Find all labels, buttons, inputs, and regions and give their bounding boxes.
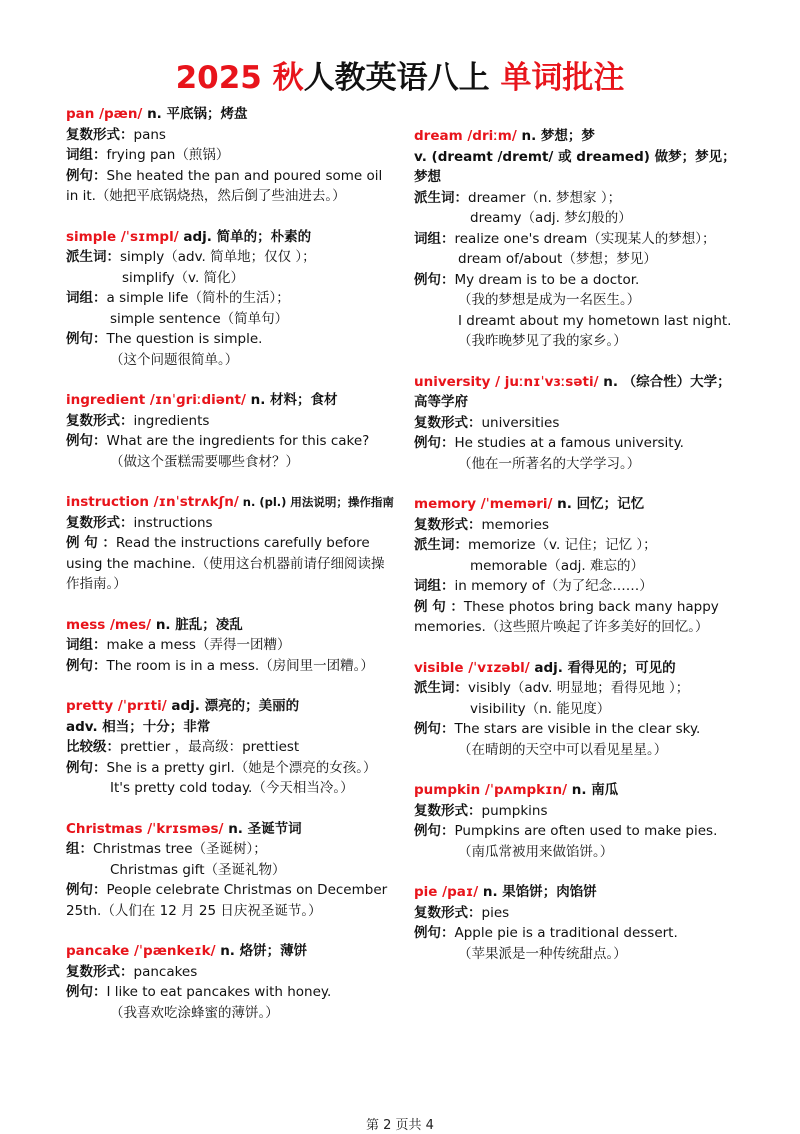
entry-university (414, 372, 744, 475)
part-of-speech: n. 圣诞节词 (223, 820, 302, 837)
entry-headline (66, 492, 396, 513)
entry-pumpkin (414, 780, 744, 862)
example-line (66, 533, 396, 595)
line-text: ingredients (133, 412, 210, 429)
line-label: 复数形式： (66, 514, 134, 531)
left-column (66, 104, 396, 1043)
line-text: Christmas gift（圣诞礼物） (110, 861, 286, 878)
line-label: 例句： (66, 657, 107, 674)
line-text: pumpkins (481, 802, 548, 819)
line-label: 例 句 ： (414, 598, 464, 615)
translation-line (414, 331, 744, 352)
line-label: 比较级： (66, 739, 120, 755)
line-label: 复数形式： (66, 412, 134, 429)
headword: memory /ˈmeməri/ (414, 496, 553, 512)
right-column (414, 126, 744, 984)
entry-christmas (66, 819, 396, 922)
entry-pie (414, 882, 744, 964)
line-label: 词组： (414, 230, 455, 247)
line-label: 例句： (414, 435, 455, 451)
phrase-line (66, 309, 396, 330)
line-text: memorize（v. 记住；记忆 ）； (468, 537, 657, 553)
entry-dream (414, 126, 744, 352)
plural-line (414, 903, 744, 924)
line-text: （他在一所著名的大学学习。） (458, 455, 641, 472)
line-text: simplify（v. 简化） (122, 269, 245, 286)
phrase-line (66, 839, 396, 860)
title-year: 2025 秋 (175, 60, 304, 96)
example-line (66, 431, 396, 452)
derivative-line (414, 188, 744, 209)
phrase-line (414, 576, 744, 597)
adverb-sense-line (66, 717, 396, 738)
entry-visible (414, 658, 744, 761)
line-text: （我的梦想是成为一名医生。） (458, 292, 641, 308)
example-line (414, 433, 744, 454)
line-text: My dream is to be a doctor. (454, 271, 640, 288)
entry-instruction (66, 492, 396, 595)
part-of-speech: adj. 漂亮的；美丽的 (166, 698, 300, 714)
comparison-line (66, 737, 396, 758)
derivative-line (414, 678, 744, 699)
line-text: These photos bring back many happy memories.（这些照片唤起了许多美好的回忆。） (414, 598, 719, 635)
headword: pancake /ˈpænkeɪk/ (66, 943, 216, 959)
line-label: 词组： (414, 578, 455, 594)
line-label: 例句： (414, 271, 455, 288)
line-label: 派生词： (414, 537, 468, 553)
line-label: 组： (66, 841, 93, 857)
entry-mess (66, 615, 396, 677)
line-label: 例句： (66, 759, 107, 776)
part-of-speech: n. 果馅饼；肉馅饼 (478, 884, 597, 900)
example-line (66, 329, 396, 350)
headword: pumpkin /ˈpʌmpkɪn/ (414, 782, 568, 798)
line-text: in memory of（为了纪念……） (454, 578, 653, 594)
example-line (66, 758, 396, 779)
example-line (414, 821, 744, 842)
plural-line (414, 515, 744, 536)
line-text: People celebrate Christmas on December 25th.（人们在 12 月 25 日庆祝圣诞节。） (66, 882, 388, 919)
line-label: 复数形式： (414, 516, 482, 533)
line-text: What are the ingredients for this cake? (106, 433, 370, 449)
phrase-line (414, 229, 744, 250)
line-text: （做这个蛋糕需要哪些食材？） (110, 453, 299, 470)
line-text: v. (dreamt /dremt/ 或 dreamed) 做梦；梦见；梦想 (414, 148, 736, 185)
line-text: pancakes (133, 963, 198, 980)
phrase-line (66, 635, 396, 656)
derivative-line (66, 268, 396, 289)
entry-pretty (66, 696, 396, 799)
translation-line (66, 452, 396, 473)
derivative-line (66, 247, 396, 268)
plural-line (414, 413, 744, 434)
derivative-line (414, 699, 744, 720)
entry-headline (414, 372, 744, 413)
line-label: 例句： (66, 331, 107, 347)
line-text: Christmas tree（圣诞树）； (93, 841, 267, 857)
phrase-line (66, 145, 396, 166)
entry-headline (66, 696, 396, 717)
entry-headline (66, 390, 396, 411)
line-text: simply（adv. 简单地；仅仅 ）； (120, 249, 316, 265)
line-label: 复数形式： (414, 904, 482, 921)
headword: dream /driːm/ (414, 128, 517, 144)
line-text: （在晴朗的天空中可以看见星星。） (458, 741, 668, 758)
example-line (414, 270, 744, 291)
line-text: Pumpkins are often used to make pies. (454, 823, 718, 839)
line-text: Apple pie is a traditional dessert. (454, 925, 678, 941)
line-label: 派生词： (414, 189, 468, 206)
headword: ingredient /ɪnˈɡriːdiənt/ (66, 392, 246, 408)
entry-headline (66, 819, 396, 840)
headword: pretty /ˈprɪti/ (66, 698, 167, 714)
part-of-speech: n. 烙饼；薄饼 (215, 943, 308, 959)
derivative-line (414, 208, 744, 229)
part-of-speech: adj. 看得见的；可见的 (529, 659, 676, 676)
translation-line (414, 454, 744, 475)
line-text: realize one's dream（实现某人的梦想）； (454, 230, 716, 247)
line-text: The stars are visible in the clear sky. (454, 721, 701, 737)
line-text: dream of/about（梦想；梦见） (458, 251, 657, 267)
example-line (66, 880, 396, 921)
line-text: It's pretty cold today.（今天相当冷。） (110, 780, 354, 796)
translation-line (414, 944, 744, 965)
entry-headline (414, 882, 744, 903)
line-text: （苹果派是一种传统甜点。） (458, 945, 627, 962)
phrase-line (414, 249, 744, 270)
line-text: universities (481, 414, 560, 431)
line-label: 词组： (66, 147, 107, 163)
example-line (414, 597, 744, 638)
plural-line (66, 125, 396, 146)
line-text: She is a pretty girl.（她是个漂亮的女孩。） (106, 759, 377, 776)
part-of-speech: n. 回忆；记忆 (552, 496, 645, 512)
headword: Christmas /ˈkrɪsməs/ (66, 820, 224, 837)
line-text: instructions (133, 514, 213, 531)
line-label: 例句： (66, 984, 107, 1000)
line-text: make a mess（弄得一团糟） (106, 637, 291, 653)
translation-line (414, 290, 744, 311)
line-text: The question is simple. (106, 331, 263, 347)
headword: pan /pæn/ (66, 106, 143, 122)
line-label: 词组： (66, 290, 107, 306)
example-line (66, 778, 396, 799)
line-text: visibly（adv. 明显地；看得见地 ）； (468, 680, 690, 696)
derivative-line (414, 535, 744, 556)
page-footer: 第 2 页共 4 (366, 1118, 434, 1133)
line-label: 例 句 ： (66, 535, 116, 551)
line-text: simple sentence（简单句） (110, 310, 289, 327)
entry-pancake (66, 941, 396, 1023)
part-of-speech: n. (pl.) 用法说明；操作指南 (238, 495, 394, 509)
plural-line (414, 801, 744, 822)
entry-pan (66, 104, 396, 207)
title-main: 人教英语八上 (303, 60, 501, 96)
example-line (66, 166, 396, 207)
verb-sense-line (414, 147, 744, 188)
headword: university / juːnɪˈvɜːsəti/ (414, 373, 599, 390)
part-of-speech: n. 梦想；梦 (516, 128, 595, 144)
line-text: （我昨晚梦见了我的家乡。） (458, 333, 627, 349)
line-text: dreamy（adj. 梦幻般的） (470, 210, 632, 226)
translation-line (66, 1003, 396, 1024)
line-text: Read the instructions carefully before using the machine.（使用这台机器前请仔细阅读操作指南。） (66, 535, 385, 592)
entry-simple (66, 227, 396, 371)
part-of-speech: n. （综合性）大学；高等学府 (414, 373, 731, 410)
phrase-line (66, 288, 396, 309)
line-text: visibility（n. 能见度） (470, 700, 611, 717)
line-text: memorable（adj. 难忘的） (470, 557, 644, 574)
phrase-line (66, 860, 396, 881)
line-text: The room is in a mess.（房间里一团糟。） (106, 657, 374, 674)
plural-line (66, 513, 396, 534)
translation-line (414, 842, 744, 863)
line-label: 派生词： (66, 249, 120, 265)
translation-line (414, 740, 744, 761)
entry-headline (414, 126, 744, 147)
entry-headline (66, 941, 396, 962)
line-text: （这个问题很简单。） (110, 351, 239, 368)
line-label: 复数形式： (414, 414, 482, 431)
title-highlight: 单词批注 (500, 60, 625, 96)
entry-headline (66, 104, 396, 125)
line-text: adv. 相当；十分；非常 (66, 718, 211, 735)
line-text: He studies at a famous university. (454, 435, 684, 451)
entry-headline (414, 780, 744, 801)
line-label: 例句： (66, 433, 107, 449)
line-label: 例句： (66, 167, 107, 184)
line-label: 派生词： (414, 680, 468, 696)
entry-headline (66, 227, 396, 248)
line-label: 词组： (66, 637, 107, 653)
line-text: dreamer（n. 梦想家 ）； (468, 189, 622, 206)
line-text: a simple life（简朴的生活）； (106, 290, 290, 306)
entry-headline (66, 615, 396, 636)
line-text: I like to eat pancakes with honey. (106, 984, 332, 1000)
translation-line (66, 350, 396, 371)
line-text: memories (481, 516, 550, 533)
line-label: 例句： (414, 823, 455, 839)
example-line (66, 982, 396, 1003)
part-of-speech: adj. 简单的；朴素的 (178, 228, 312, 245)
headword: pie /paɪ/ (414, 884, 479, 900)
line-text: frying pan（煎锅） (106, 147, 230, 163)
line-label: 复数形式： (66, 126, 134, 143)
part-of-speech: n. 南瓜 (567, 782, 619, 798)
entry-memory (414, 494, 744, 638)
headword: instruction /ɪnˈstrʌkʃn/ (66, 494, 239, 510)
entry-headline (414, 494, 744, 515)
line-text: （我喜欢吃涂蜂蜜的薄饼。） (110, 1004, 279, 1021)
part-of-speech: n. 脏乱；凌乱 (151, 616, 243, 633)
plural-line (66, 411, 396, 432)
line-text: I dreamt about my hometown last night. (458, 312, 732, 329)
line-label: 例句： (414, 721, 455, 737)
derivative-line (414, 556, 744, 577)
line-label: 例句： (414, 925, 455, 941)
plural-line (66, 962, 396, 983)
line-text: （南瓜常被用来做馅饼。） (458, 843, 614, 860)
part-of-speech: n. 材料；食材 (245, 392, 338, 408)
example-line (414, 923, 744, 944)
headword: mess /mes/ (66, 616, 152, 633)
line-text: prettier ，最高级：prettiest (120, 739, 300, 755)
page-title (0, 58, 800, 98)
entry-ingredient (66, 390, 396, 472)
part-of-speech: n. 平底锅；烤盘 (142, 106, 248, 122)
line-label: 复数形式： (414, 802, 482, 819)
line-label: 复数形式： (66, 963, 134, 980)
headword: simple /ˈsɪmpl/ (66, 228, 179, 245)
example-line (414, 311, 744, 332)
line-text: pies (481, 904, 510, 921)
line-text: pans (133, 126, 166, 143)
example-line (414, 719, 744, 740)
entry-headline (414, 658, 744, 679)
headword: visible /ˈvɪzəbl/ (414, 659, 530, 676)
line-label: 例句： (66, 882, 107, 898)
line-text: She heated the pan and poured some oil in it.（她把平底锅烧热，然后倒了些油进去。） (66, 167, 383, 204)
example-line (66, 656, 396, 677)
